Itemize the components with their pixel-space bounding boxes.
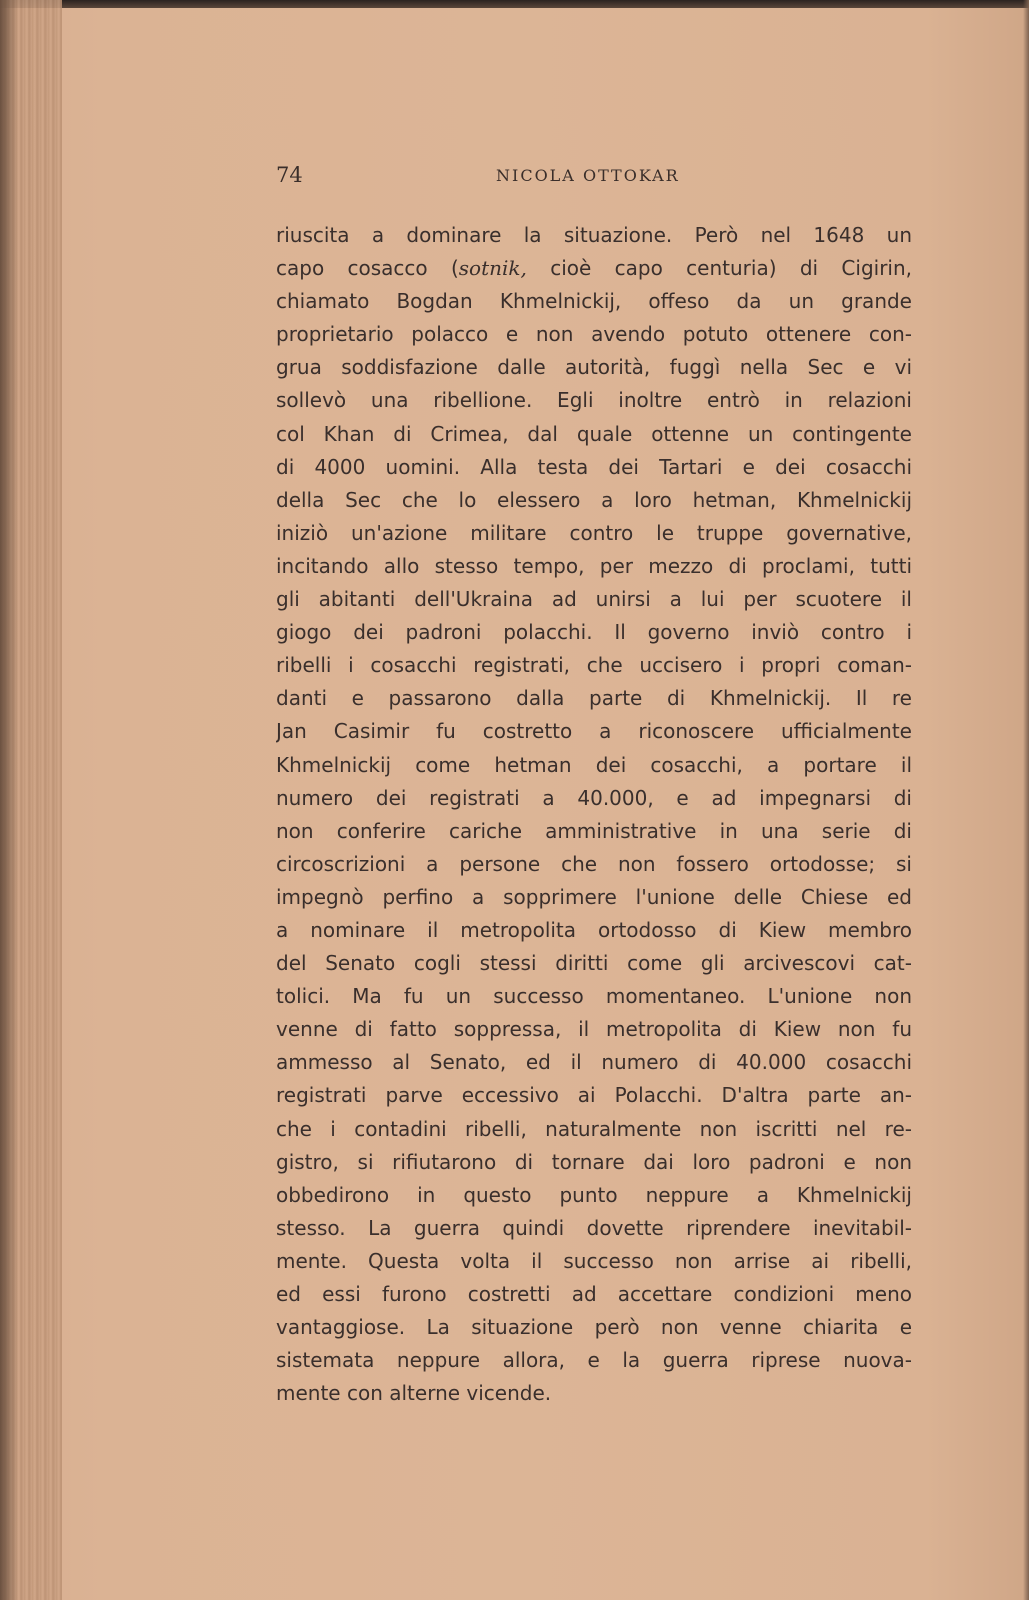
text-line: mente con alterne vicende. [276, 1381, 552, 1406]
text-line: ammesso al Senato, ed il numero di 40.000 cosacchi [276, 1050, 912, 1075]
text-line: gistro, si rifiutarono di tornare dai loro padroni e non [276, 1149, 912, 1174]
text-line [276, 252, 912, 285]
body-text [276, 219, 912, 1410]
text-line: della Sec che lo elessero a loro hetman, Khmelnickij [276, 487, 912, 512]
text-line: circoscrizioni a persone che non fossero ortodosse; si [276, 851, 912, 876]
text-line: tolici. Ma fu un successo momentaneo. L'unione non [276, 984, 912, 1009]
text-line: Khmelnickij come hetman dei cosacchi, a portare il [276, 752, 912, 777]
text-line: grua soddisfazione dalle autorità, fuggì nella Sec e vi [276, 355, 912, 380]
text-line: proprietario polacco e non avendo potuto ottenere con- [276, 322, 912, 347]
text-line: registrati parve eccessivo ai Polacchi. D'altra parte an- [276, 1083, 912, 1108]
text-line: vantaggiose. La situazione però non venne chiarita e [276, 1315, 912, 1340]
italic-term: sotnik, [458, 256, 527, 281]
page-top-shadow [0, 0, 1029, 8]
text-line: incitando allo stesso tempo, per mezzo di proclami, tutti [276, 553, 912, 578]
text-line: iniziò un'azione militare contro le truppe governative, [276, 520, 912, 545]
text-line: sollevò una ribellione. Egli inoltre entrò in relazioni [276, 388, 912, 413]
page-right-edge [1023, 0, 1029, 1600]
text-line: che i contadini ribelli, naturalmente non iscritti nel re- [276, 1116, 912, 1141]
page-number: 74 [276, 163, 303, 187]
text-line: col Khan di Crimea, dal quale ottenne un contingente [276, 421, 912, 446]
text-line: impegnò perfino a sopprimere l'unione delle Chiese ed [276, 884, 912, 909]
text-line: sistemata neppure allora, e la guerra riprese nuova- [276, 1348, 912, 1373]
binding-shadow [0, 0, 18, 1600]
text-line: danti e passarono dalla parte di Khmelnickij. Il re [276, 686, 912, 711]
page-header [276, 163, 912, 193]
text-line: non conferire cariche amministrative in una serie di [276, 818, 912, 843]
text-line: giogo dei padroni polacchi. Il governo inviò contro i [276, 620, 912, 645]
text-line: obbedirono in questo punto neppure a Khmelnickij [276, 1182, 912, 1207]
text-line: stesso. La guerra quindi dovette riprendere inevitabil- [276, 1215, 912, 1240]
text-line: Jan Casimir fu costretto a riconoscere ufficialmente [276, 719, 912, 744]
text-line: del Senato cogli stessi diritti come gli arcivescovi cat- [276, 951, 912, 976]
text-line: mente. Questa volta il successo non arrise ai ribelli, [276, 1248, 912, 1273]
text-line: ribelli i cosacchi registrati, che uccisero i propri coman- [276, 653, 912, 678]
text-line: a nominare il metropolita ortodosso di Kiew membro [276, 917, 912, 942]
text-span: capo cosacco ( [276, 256, 459, 281]
text-line: di 4000 uomini. Alla testa dei Tartari e dei cosacchi [276, 454, 912, 479]
text-span: cioè capo centuria) di Cigirin, [526, 256, 912, 281]
text-line: venne di fatto soppressa, il metropolita di Kiew non fu [276, 1017, 912, 1042]
running-head: NICOLA OTTOKAR [496, 166, 680, 185]
text-line: riuscita a dominare la situazione. Però nel 1648 un [276, 223, 912, 247]
text-line: chiamato Bogdan Khmelnickij, offeso da un grande [276, 289, 912, 314]
text-line: gli abitanti dell'Ukraina ad unirsi a lui per scuotere il [276, 587, 912, 612]
text-line: numero dei registrati a 40.000, e ad impegnarsi di [276, 785, 912, 810]
text-line: ed essi furono costretti ad accettare condizioni meno [276, 1282, 912, 1306]
